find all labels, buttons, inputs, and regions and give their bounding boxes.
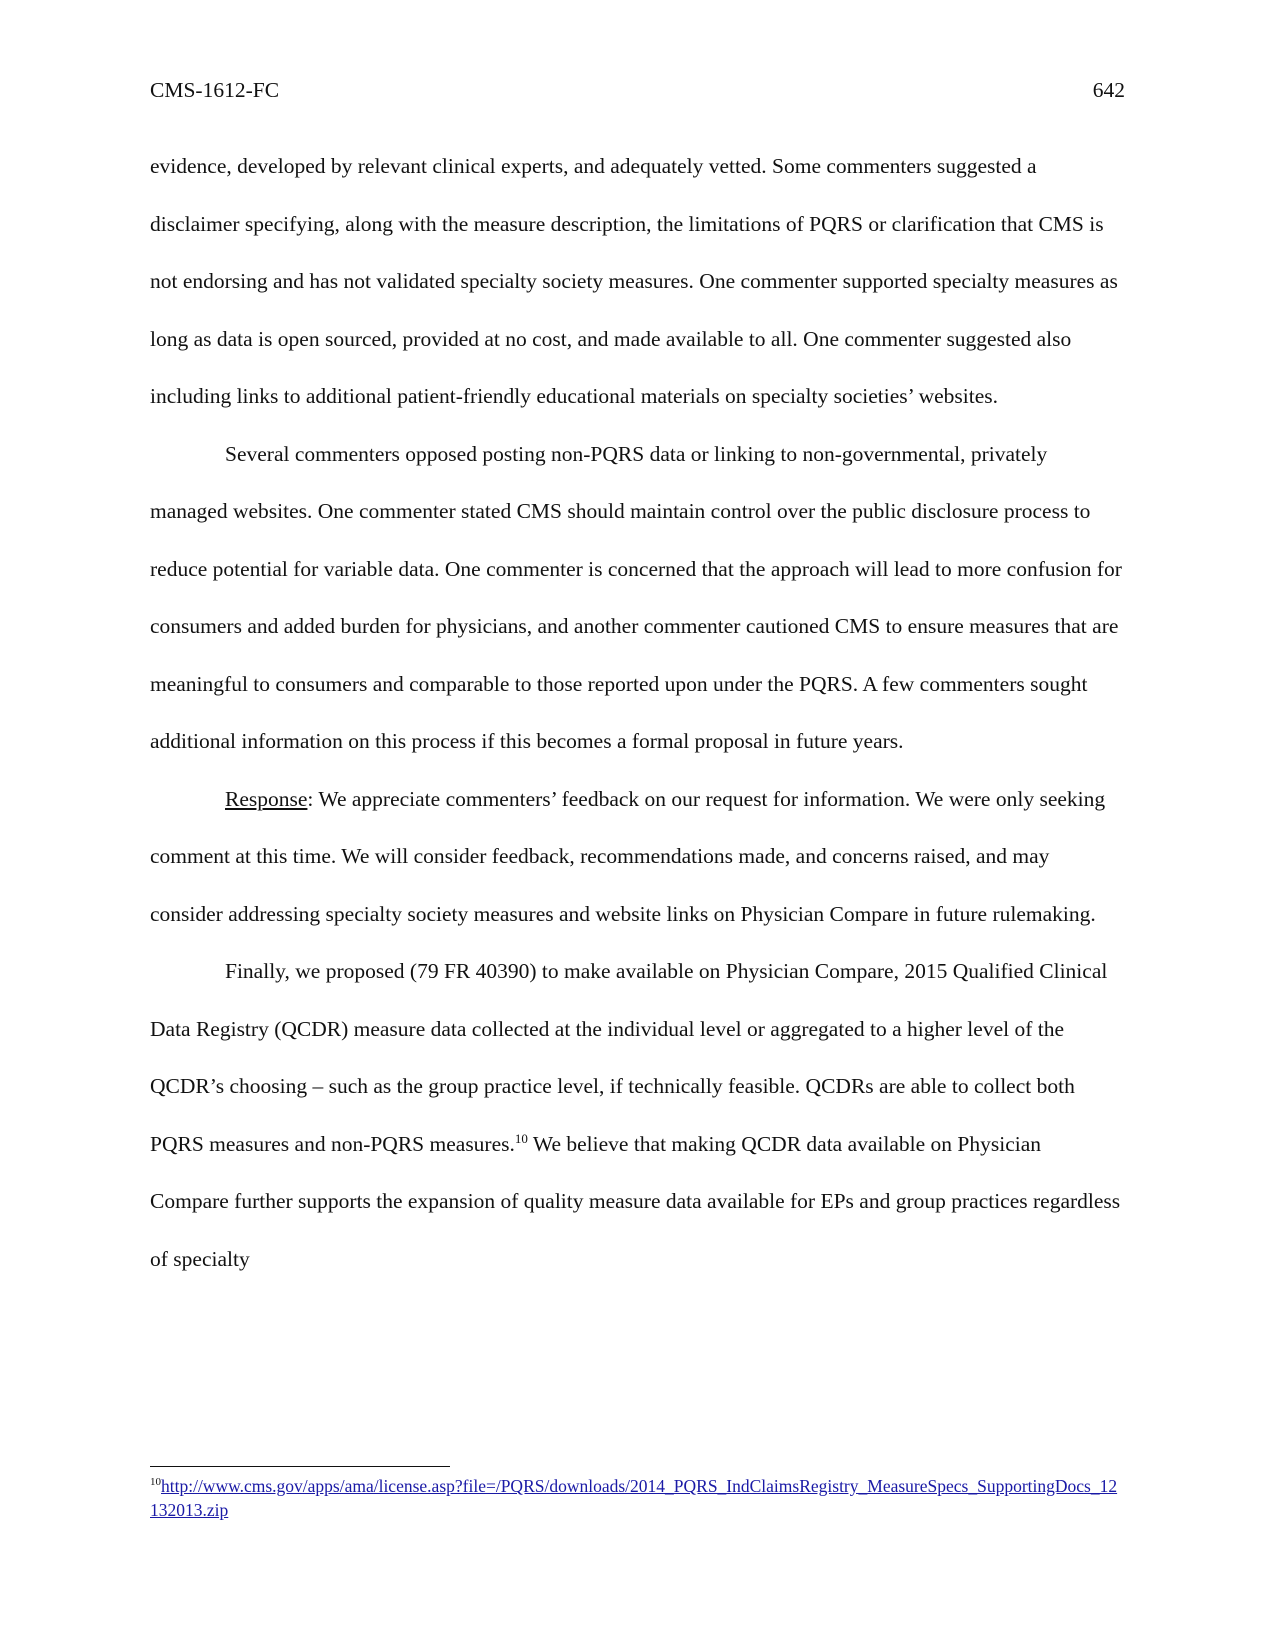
page-header [150, 70, 1125, 110]
page-number: 642 [1092, 78, 1125, 102]
response-label: Response [225, 786, 308, 811]
footnote [150, 1474, 1125, 1522]
footnote-reference[interactable]: 10 [514, 1130, 528, 1146]
paragraph-3 [150, 771, 1125, 944]
footnote-divider [150, 1466, 450, 1467]
paragraph-4 [150, 943, 1125, 1288]
footnote-marker: 10 [150, 1476, 161, 1489]
document-id: CMS-1612-FC [150, 78, 280, 102]
main-text [150, 138, 1125, 1288]
footnote-link[interactable]: http://www.cms.gov/apps/ama/license.asp?file=/PQRS/downloads/2014_PQRS_IndClaimsRegistry_MeasureSpecs_SupportingDocs_12132013.zip [150, 1476, 1118, 1520]
paragraph-2: Several commenters opposed posting non-PQRS data or linking to non-governmental, privately managed websites. One commenter stated CMS should maintain control over the public disclosure process to reduce potential for variable data. One commenter is concerned that the approach will lead to more confusion for consumers and added burden for physicians, and another commenter cautioned CMS to ensure measures that are meaningful to consumers and comparable to those reported upon under the PQRS. A few commenters sought additional information on this process if this becomes a formal proposal in future years. [150, 441, 1122, 753]
paragraph-3-text: : We appreciate commenters’ feedback on our request for information. We were only seeking comment at this time. We will consider feedback, recommendations made, and concerns raised, and may consider addressing specialty society measures and website links on Physician Compare in future rulemaking. [150, 786, 1106, 926]
paragraph-1: evidence, developed by relevant clinical experts, and adequately vetted. Some commenters suggested a disclaimer specifying, along with the measure description, the limitations of PQRS or clarification that CMS is not endorsing and has not validated specialty society measures. One commenter supported specialty measures as long as data is open sourced, provided at no cost, and made available to all. One commenter suggested also including links to additional patient-friendly educational materials on specialty societies’ websites. [150, 154, 1118, 408]
paragraph-4-text-continued: We believe that making QCDR data available on Physician Compare further supports the expansion of quality measure data available for EPs and group practices regardless of specialty [150, 1131, 1121, 1271]
paragraph-4-text: Finally, we proposed (79 FR 40390) to make available on Physician Compare, 2015 Qualified Clinical Data Registry (QCDR) measure data collected at the individual level or aggregated to a higher level of the QCDR’s choosing – such as the group practice level, if technically feasible. QCDRs are able to collect both PQRS measures and non-PQRS measures. [150, 959, 1108, 1156]
